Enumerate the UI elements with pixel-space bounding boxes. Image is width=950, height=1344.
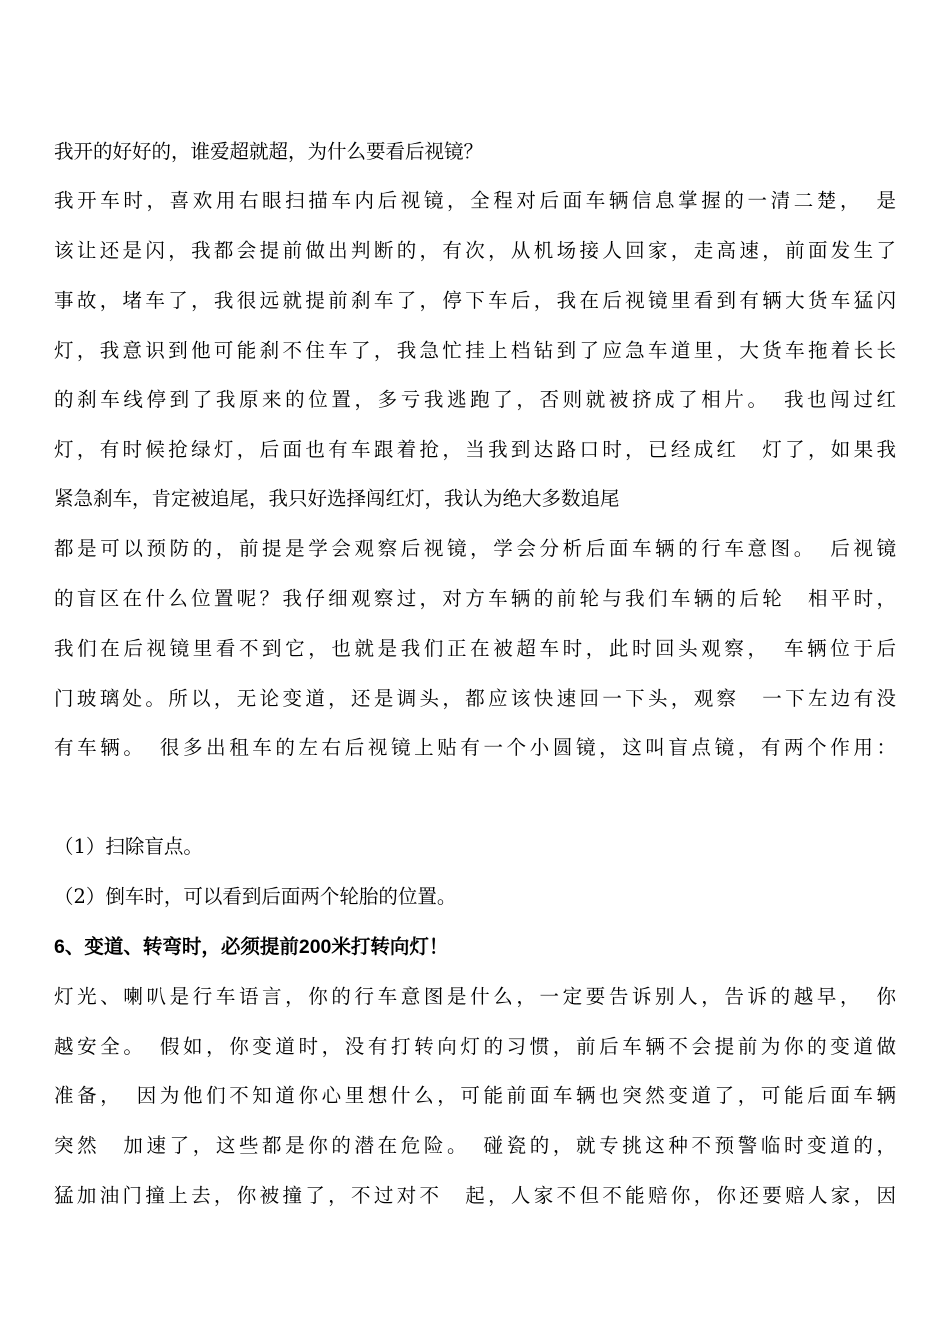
text-line: 我开的好好的，谁爱超就超，为什么要看后视镜？ — [54, 140, 484, 163]
text-line: 有车辆。 很多出租车的左右后视镜上贴有一个小圆镜，这叫盲点镜，有两个作用： — [54, 736, 896, 759]
text-line: 的盲区在什么位置呢？我仔细观察过，对方车辆的前轮与我们车辆的后轮 相平时， — [54, 587, 896, 610]
text-line: 灯，有时候抢绿灯，后面也有车跟着抢，当我到达路口时，已经成红 灯了，如果我 — [54, 438, 896, 461]
text-line: 事故，堵车了，我很远就提前刹车了，停下车后，我在后视镜里看到有辆大货车猛闪 — [54, 289, 896, 312]
text-line: 越安全。 假如，你变道时，没有打转向灯的习惯，前后车辆不会提前为你的变道做 — [54, 1035, 896, 1058]
text-line: 紧急刹车，肯定被追尾，我只好选择闯红灯，我认为绝大多数追尾 — [54, 487, 620, 510]
text-line: 该让还是闪，我都会提前做出判断的，有次，从机场接人回家，走高速，前面发生了 — [54, 239, 896, 262]
text-line: 准备， 因为他们不知道你心里想什么，可能前面车辆也突然变道了，可能后面车辆 — [54, 1084, 896, 1107]
text-line: 灯，我意识到他可能刹不住车了，我急忙挂上档钻到了应急车道里，大货车拖着长长 — [54, 339, 896, 362]
list-item: （2）倒车时，可以看到后面两个轮胎的位置。 — [54, 885, 457, 908]
text-line: 的刹车线停到了我原来的位置，多亏我逃跑了，否则就被挤成了相片。 我也闯过红 — [54, 388, 896, 411]
text-line: 都是可以预防的，前提是学会观察后视镜，学会分析后面车辆的行车意图。 后视镜 — [54, 537, 896, 560]
text-line: 猛加油门撞上去，你被撞了，不过对不 起，人家不但不能赔你，你还要赔人家，因 — [54, 1184, 896, 1207]
text-line: 门玻璃处。所以，无论变道，还是调头，都应该快速回一下头，观察 一下左边有没 — [54, 687, 896, 710]
text-line: 我们在后视镜里看不到它，也就是我们正在被超车时，此时回头观察， 车辆位于后 — [54, 637, 896, 660]
section-heading: 6、变道、转弯时，必须提前200米打转向灯！ — [54, 936, 449, 958]
text-line: 我开车时，喜欢用右眼扫描车内后视镜，全程对后面车辆信息掌握的一清二楚， 是 — [54, 189, 896, 212]
text-line: 突然 加速了，这些都是你的潜在危险。 碰瓷的，就专挑这种不预警临时变道的， — [54, 1134, 896, 1157]
text-line: 灯光、喇叭是行车语言，你的行车意图是什么，一定要告诉别人，告诉的越早， 你 — [54, 985, 896, 1008]
list-item: （1）扫除盲点。 — [54, 835, 203, 858]
